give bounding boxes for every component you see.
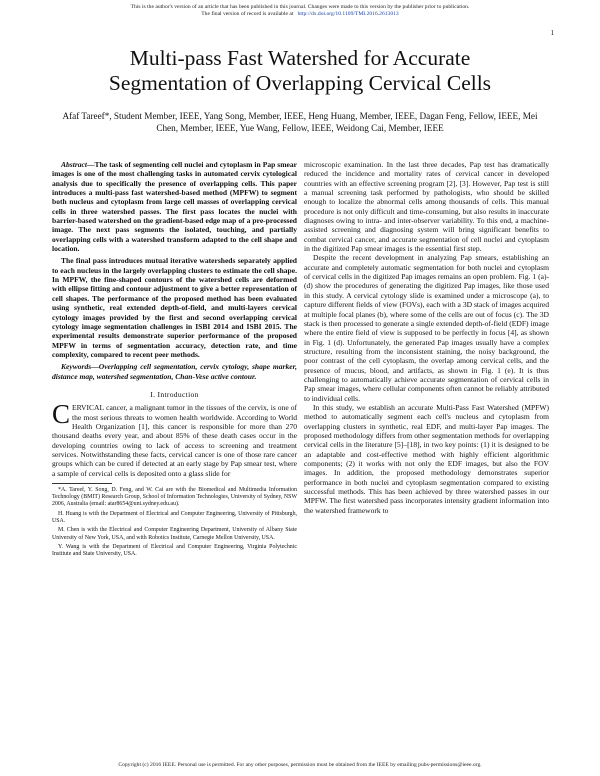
author-list: Afaf Tareef*, Student Member, IEEE, Yang Song, Member, IEEE, Heng Huang, Member, IEEE, Dagan Feng, Fellow, IEEE, Mei Chen, Member, IEEE, Yue Wang, Fellow, IEEE, Weidong Cai, Member, IEEE bbox=[62, 111, 538, 134]
footnote-3: M. Chen is with the Electrical and Computer Engineering Department, University of Albany State University of New York, USA, and with Robotics Institute, Carnegie Mellon University, USA. bbox=[52, 527, 297, 541]
body-paragraph-1: microscopic examination. In the last three decades, Pap test has dramatically reduced the incidence and mortality rates of cervical cancer in developed countries with an effective screening program [2], [3]. However, Pap test is still a manual screening task performed by pathologists, who should be skilled enough to localize the abnormal cells among thousands of cells. This manual procedure is not only difficult and time-consuming, but also results in inaccurate diagnoses owing to intra- and inter-observer variability. To this end, a machine-assisted screening and diagnosing system will bring significant benefits to combat cervical cancer, and accurate segmentation of cell nuclei and cytoplasm in the digitized Pap smear images is the essential first step. bbox=[304, 160, 549, 254]
title-line-1: Multi-pass Fast Watershed for Accurate bbox=[129, 46, 471, 70]
page-number: 1 bbox=[550, 29, 554, 37]
footnote-4: Y. Wang is with the Department of Electrical and Computer Engineering, Virginia Polytechnic Institute and State University, USA. bbox=[52, 544, 297, 558]
doi-prefix: The final version of record is available at bbox=[201, 11, 294, 17]
keywords-text: Overlapping cell segmentation, cervix cytology, shape marker, distance map, watershed segmentation, Chan-Vese active contour. bbox=[52, 362, 297, 381]
left-column bbox=[52, 160, 297, 561]
footnote-1: *A. Tareef, Y. Song, D. Feng, and W. Cai are with the Biomedical and Multimedia Information Technology (BMIT) Research Group, School of Information Technologies, University of Sydney, NSW 2006, Australia (email: atar8654@uni.sydney.edu.au). bbox=[52, 487, 297, 508]
drop-cap: C bbox=[52, 399, 71, 430]
intro-text: cancer, a malignant tumor in the tissues of the cervix, is one of the most serious threats to women health worldwide. According to World Health Organization [1], this cancer is responsible for more than 270 thousand deaths every year, and about 85% of these death cases occur in the developing countries owing to lack of access to screening and treatment services. Notwithstanding these facts, cervical cancer is one of those rare cancer groups which can be cured if detected at an early stage by Pap smear test, where a sample of cervical cells is deposited onto a glass slide for bbox=[52, 403, 297, 478]
keywords-label: Keywords bbox=[61, 362, 92, 372]
right-column bbox=[304, 160, 549, 515]
body-paragraph-2: Despite the recent development in analyzing Pap smears, establishing an accurate and completely automatic segmentation for both nuclei and cytoplasm of cervical cells in the digitized Pap images remains an open problem. Fig. 1 (a)-(d) show the procedures of generating the digitized Pap images, like those used in this study. A cervical cytology slide is examined under a microscope (a), to capture different fields of view (FOVs), each with a 3D stack of images acquired at multiple focal planes (b), where some of the cells are out of focus (c). The 3D stack is then processed to generate a single extended depth-of-field (EDF) image where the entire field of view is supposed to be perfectly in focus [4], as shown in Fig. 1 (d). Unfortunately, the generated Pap images usually have a complex structure, resulting from the inconsistent staining, the noisy background, the poor contrast of the cell cytoplasm, the overlap among cervical cells, and the presence of mucus, blood, and artifacts, as shown in Fig. 1 (e). It is thus challenging to automatically achieve accurate segmentation of cervical cells in Pap smear images, where cellular components often cannot be reliably attributed to individual cells. bbox=[304, 253, 549, 403]
keywords: Keywords—Overlapping cell segmentation, cervix cytology, shape marker, distance map, watershed segmentation, Chan-Vese active contour. bbox=[52, 362, 297, 381]
abstract-text: The task of segmenting cell nuclei and cytoplasm in Pap smear images is one of the most challenging tasks in automated cervix cytological analysis due to specifically the presence of overlapping cells. This paper introduces a multi-pass fast watershed-based method (MPFW) to segment both nucleus and cytoplasm from large cell masses of overlapping cervical cells in three watershed passes. The first pass locates the nuclei with barrier-based watershed on the gradient-based edge map of a pre-processed image. The next pass segments the isolated, touching, and partially overlapping cells with a watershed transform adapted to the cell shape and location. bbox=[52, 160, 297, 254]
paper-title bbox=[0, 46, 600, 96]
footnote-divider bbox=[52, 483, 112, 484]
doi-notice bbox=[0, 11, 600, 18]
doi-link[interactable]: http://dx.doi.org/10.1109/TMI.2016.2613013 bbox=[297, 11, 399, 17]
intro-small-caps: ERVICAL bbox=[72, 403, 105, 413]
copyright-notice: Copyright (c) 2016 IEEE. Personal use is permitted. For any other purposes, permission must be obtained from the IEEE by emailing pubs-permissions@ieee.org. bbox=[118, 762, 482, 768]
intro-paragraph bbox=[52, 399, 297, 478]
footnote-2: H. Huang is with the Department of Electrical and Computer Engineering, University of Pittsburgh, USA. bbox=[52, 510, 297, 524]
title-line-2: Segmentation of Overlapping Cervical Cells bbox=[108, 71, 492, 95]
abstract: Abstract—The task of segmenting cell nuclei and cytoplasm in Pap smear images is one of the most challenging tasks in automated cervix cytological analysis due to specifically the presence of overlapping cells. This paper introduces a multi-pass fast watershed-based method (MPFW) to segment both nucleus and cytoplasm from large cell masses of overlapping cervical cells in three watershed passes. The first pass locates the nuclei with barrier-based watershed on the gradient-based edge map of a pre-processed image. The next pass segments the isolated, touching, and partially overlapping cells with a watershed transform adapted to the cell shape and location. bbox=[52, 160, 297, 254]
journal-notice: This is the author's version of an article that has been published in this journal. Changes were made to this version by the publisher prior to publication. bbox=[130, 4, 470, 10]
section-heading-introduction: I. Introduction bbox=[150, 389, 199, 399]
body-paragraph-3: In this study, we establish an accurate Multi-Pass Fast Watershed (MPFW) method to automatically segment each cell's nucleus and cytoplasm from overlapping clusters in synthetic, real EDF, and multi-layer Pap images. The proposed methodology differs from other segmentation methods for overlapping cervical cells in the literature [5]–[18], in two key points: (1) it is designed to be an adaptable and cost-effective method with highly efficient algorithmic components; (2) it works with not only the EDF images, but also the FOV images. In addition, the proposed methodology demonstrates superior performance in both nuclei and cytoplasm segmentation compared to existing successful methods. This has been achieved by three watershed passes in our MPFW. The first watershed pass incorporates intensity gradient information into the watershed framework to bbox=[304, 402, 549, 515]
abstract-label: Abstract bbox=[61, 160, 87, 169]
abstract-continued: The final pass introduces mutual iterative watersheds separately applied to each nucleus in the largely overlapping clusters to estimate the cell shape. In MPFW, the fine-shaped contours of the watershed cells are deformed with ellipse fitting and contour adjustment to give a better representation of cell shapes. The performance of the proposed method has been evaluated using synthetic, real extended depth-of-field, and multi-layers cervical cytology images provided by the first and second overlapping cervical cytology image segmentation challenges in ISBI 2014 and ISBI 2015. The experimental results demonstrate superior performance of the proposed MPFW in terms of segmentation accuracy, detection rate, and time complexity, compared to recent peer methods. bbox=[52, 256, 297, 359]
